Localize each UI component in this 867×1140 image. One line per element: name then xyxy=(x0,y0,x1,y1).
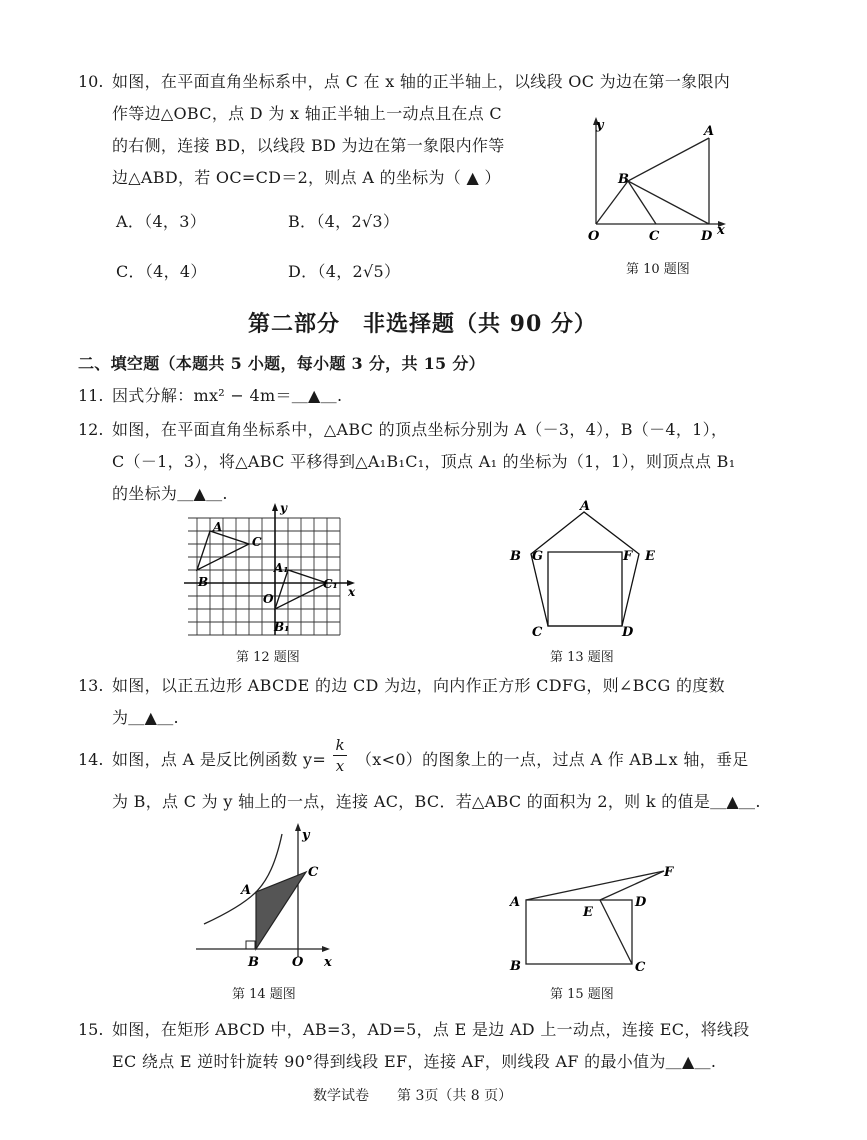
q15-caption: 第 15 题图 xyxy=(550,987,614,1002)
q14-figure xyxy=(190,822,340,972)
q13-pentagon-figure xyxy=(502,498,667,640)
q11-text: 因式分解：mx² − 4m＝＿▲＿. xyxy=(112,386,343,405)
q12-line-1: 如图，在平面直角坐标系中，△ABC 的顶点坐标分别为 A（－3，4），B（－4，1）， xyxy=(112,420,728,439)
q12-label-b: B xyxy=(198,575,209,589)
q15-label-a: A xyxy=(510,895,521,910)
q12-grid-figure xyxy=(180,500,365,640)
q10-label-d: D xyxy=(701,229,713,244)
q10-label-o: O xyxy=(588,229,600,244)
q12-label-c: C xyxy=(252,535,262,549)
q14-fraction-bar xyxy=(333,755,347,756)
page-footer: 数学试卷 第 3页（共 8 页） xyxy=(313,1088,513,1104)
q10-line-2: 作等边△OBC，点 D 为 x 轴正半轴上一动点且在点 C xyxy=(112,104,502,123)
q10-figure xyxy=(586,112,746,247)
q10-label-b: B xyxy=(618,172,629,187)
q15-label-b: B xyxy=(510,959,521,974)
q10-line-4: 边△ABD，若 OC=CD＝2，则点 A 的坐标为（ ▲ ） xyxy=(112,168,501,187)
q15-line-2: EC 绕点 E 逆时针旋转 90°得到线段 EF，连接 AF，则线段 AF 的最小值为＿▲＿. xyxy=(112,1052,717,1071)
q14-line-1b: （x<0）的图象上的一点，过点 A 作 AB⊥x 轴，垂足 xyxy=(356,750,749,769)
q12-grid-lines xyxy=(188,518,340,635)
q15-line-1: 如图，在矩形 ABCD 中，AB=3，AD=5，点 E 是边 AD 上一动点，连接 EC，将线段 xyxy=(112,1020,750,1039)
q14-fraction-numerator: k xyxy=(335,736,345,754)
q12-label-a: A xyxy=(213,520,223,534)
q11-number: 11. xyxy=(78,386,104,405)
q15-figure xyxy=(508,858,680,978)
q14-label-b: B xyxy=(248,955,259,970)
q12-label-x: x xyxy=(348,585,356,599)
q15-label-d: D xyxy=(635,895,647,910)
section2-heading: 二、填空题（本题共 5 小题，每小题 3 分，共 15 分） xyxy=(78,354,485,373)
q10-option-d: D．（4，2√5） xyxy=(288,262,401,281)
q14-line-1a: 如图，点 A 是反比例函数 y= xyxy=(112,750,327,769)
q10-option-b: B．（4，2√3） xyxy=(288,212,400,231)
q13-label-e: E xyxy=(645,549,655,564)
q10-label-a: A xyxy=(704,124,715,139)
q10-option-c: C．（4，4） xyxy=(116,262,207,281)
q14-label-y: y xyxy=(302,828,310,843)
q13-label-c: C xyxy=(532,625,543,640)
q10-option-a: A．（4，3） xyxy=(116,212,207,231)
q14-fraction-denominator: x xyxy=(335,757,345,775)
part2-title: 第二部分 非选择题（共 90 分） xyxy=(248,311,597,337)
q12-label-o: O xyxy=(263,592,274,606)
q12-caption: 第 12 题图 xyxy=(236,650,300,665)
q15-label-c: C xyxy=(635,960,646,975)
q13-label-d: D xyxy=(622,625,634,640)
q15-label-f: F xyxy=(664,865,674,880)
q10-label-y: y xyxy=(596,118,604,133)
q12-label-a1: A₁ xyxy=(274,561,289,575)
q13-label-b: B xyxy=(510,549,521,564)
q14-label-x: x xyxy=(324,955,332,970)
q10-line-3: 的右侧，连接 BD，以线段 BD 为边在第一象限内作等 xyxy=(112,136,505,155)
q12-label-y: y xyxy=(280,501,287,515)
q12-line-3: 的坐标为＿▲＿. xyxy=(112,484,228,503)
q10-caption: 第 10 题图 xyxy=(626,262,690,277)
q13-line-2: 为＿▲＿. xyxy=(112,708,179,727)
q13-label-f: F xyxy=(623,549,633,564)
q13-caption: 第 13 题图 xyxy=(550,650,614,665)
q14-label-o: O xyxy=(292,955,304,970)
q13-label-a: A xyxy=(580,499,591,514)
q15-label-e: E xyxy=(583,905,593,920)
q14-line-2: 为 B，点 C 为 y 轴上的一点，连接 AC，BC．若△ABC 的面积为 2，则 k 的值是＿▲＿. xyxy=(112,792,761,811)
q14-label-c: C xyxy=(308,865,319,880)
q12-label-b1: B₁ xyxy=(274,620,290,634)
q13-line-1: 如图，以正五边形 ABCDE 的边 CD 为边，向内作正方形 CDFG，则∠BCG 的度数 xyxy=(112,676,725,695)
q10-label-x: x xyxy=(717,223,725,238)
q10-number: 10. xyxy=(78,72,104,91)
q14-caption: 第 14 题图 xyxy=(232,987,296,1002)
q12-line-2: C（－1，3），将△ABC 平移得到△A₁B₁C₁，顶点 A₁ 的坐标为（1，1），则顶点点 B₁ xyxy=(112,452,736,471)
q10-line-1: 如图，在平面直角坐标系中，点 C 在 x 轴的正半轴上，以线段 OC 为边在第一象限内 xyxy=(112,72,731,91)
q13-label-g: G xyxy=(532,549,544,564)
q12-label-c1: C₁ xyxy=(323,577,338,591)
q12-number: 12. xyxy=(78,420,104,439)
q10-label-c: C xyxy=(649,229,660,244)
q14-label-a: A xyxy=(241,883,252,898)
q15-number: 15. xyxy=(78,1020,104,1039)
q13-number: 13. xyxy=(78,676,104,695)
q14-number: 14. xyxy=(78,750,104,769)
